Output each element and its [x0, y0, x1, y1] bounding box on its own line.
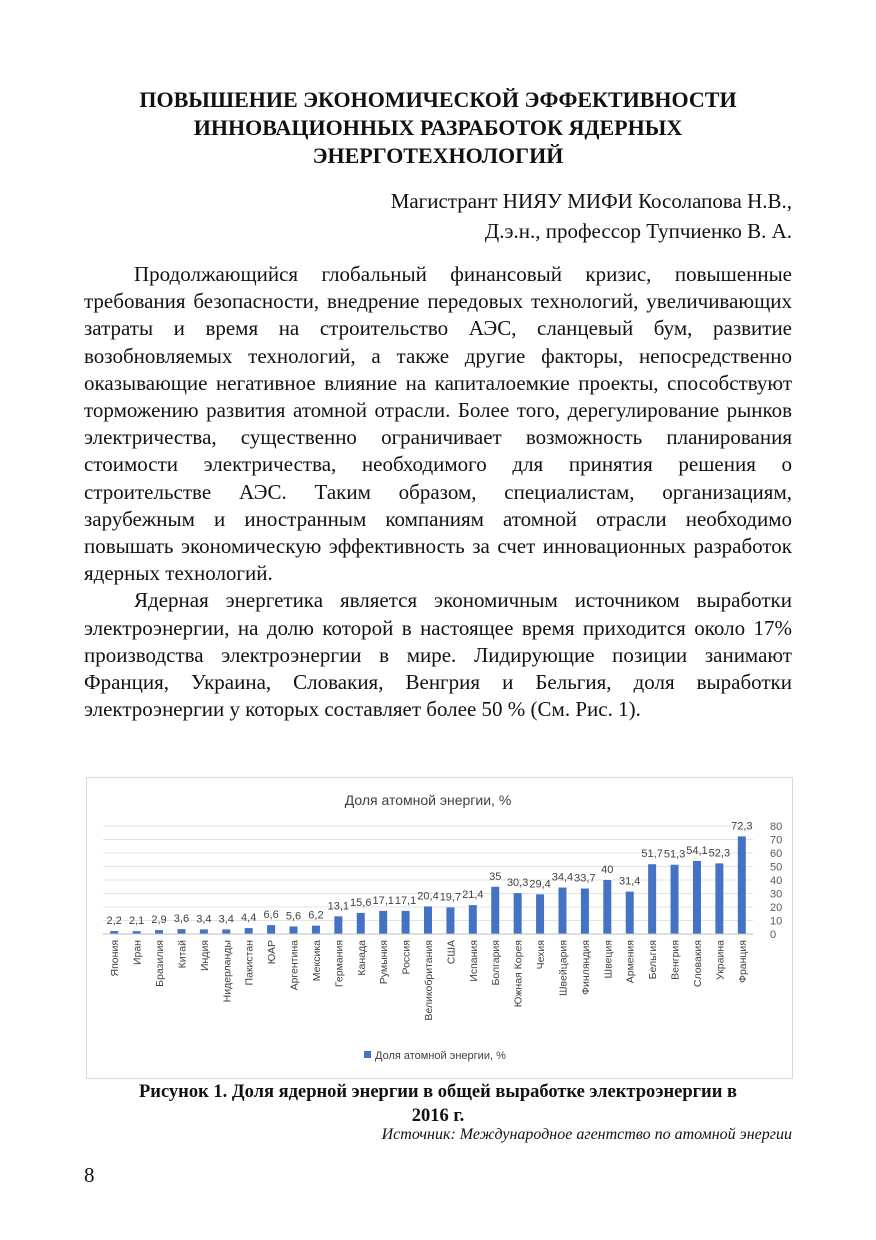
bar	[245, 928, 253, 934]
bar	[469, 905, 477, 934]
bar-chart	[87, 778, 792, 1078]
data-label: 31,4	[619, 875, 641, 888]
y-tick-label: 70	[770, 834, 783, 847]
data-label: 52,3	[708, 847, 731, 860]
data-label: 34,4	[551, 871, 574, 884]
x-tick-label: Германия	[333, 940, 346, 988]
bar	[379, 911, 387, 934]
data-label: 17,1	[394, 894, 417, 907]
data-label: 15,6	[350, 896, 372, 909]
bar	[424, 906, 432, 934]
bar	[536, 894, 544, 934]
x-tick-label: Китай	[176, 940, 189, 969]
article-title	[80, 86, 796, 170]
data-label: 17,1	[372, 894, 394, 907]
x-tick-label: Франция	[736, 940, 749, 984]
x-tick-label: Испания	[467, 940, 480, 982]
bar	[626, 892, 634, 934]
data-label: 5,6	[285, 910, 302, 923]
data-label: 2,1	[128, 915, 145, 928]
data-label: 3,4	[196, 913, 212, 926]
y-tick-label: 10	[770, 915, 783, 928]
y-tick-label: 50	[770, 861, 783, 874]
x-tick-label: Мексика	[310, 940, 323, 982]
caption-line-2: 2016 г.	[411, 1106, 465, 1126]
bar	[267, 925, 275, 934]
x-tick-label: ЮАР	[266, 940, 279, 965]
x-tick-label: США	[445, 940, 458, 965]
y-tick-label: 60	[770, 848, 783, 860]
x-tick-label: Венгрия	[669, 940, 682, 980]
data-label: 51,3	[663, 848, 686, 861]
bar	[558, 888, 566, 934]
data-label: 20,4	[417, 890, 439, 903]
x-tick-label: Нидерланды	[221, 940, 234, 1003]
y-tick-label: 40	[770, 875, 783, 887]
y-tick-label: 80	[770, 821, 783, 833]
author-line-2: Д.э.н., профессор Тупчиенко В. А.	[484, 219, 792, 243]
data-label: 33,7	[574, 872, 596, 885]
bar	[514, 893, 522, 934]
authors	[391, 186, 792, 246]
bar	[581, 889, 589, 934]
chart-title: Доля атомной энергии, %	[344, 792, 512, 808]
bar	[671, 865, 679, 934]
figure-caption	[84, 1080, 792, 1128]
bar	[715, 863, 723, 934]
bar	[603, 880, 611, 934]
data-label: 2,2	[106, 915, 122, 928]
figure-source: Источник: Международное агентство по атомной энергии	[381, 1126, 792, 1143]
bar	[693, 861, 701, 934]
bar	[446, 907, 454, 934]
x-tick-label: Индия	[198, 940, 211, 972]
x-tick-label: Болгария	[490, 940, 503, 986]
x-tick-label: Япония	[109, 940, 122, 977]
x-tick-label: Финляндия	[579, 940, 592, 995]
caption-line-1: Рисунок 1. Доля ядерной энергии в общей выработке электроэнергии в	[139, 1082, 737, 1102]
x-tick-label: Швеция	[602, 940, 615, 979]
x-tick-label: Иран	[131, 940, 144, 966]
x-tick-label: Канада	[355, 940, 368, 976]
bar	[491, 887, 499, 934]
bar	[222, 929, 230, 934]
data-label: 51,7	[641, 848, 663, 861]
data-label: 54,1	[686, 844, 708, 857]
author-line-1: Магистрант НИЯУ МИФИ Косолапова Н.В.,	[390, 189, 792, 213]
bar	[155, 930, 163, 934]
data-label: 6,6	[263, 909, 279, 922]
bar	[312, 926, 320, 934]
x-tick-label: Украина	[714, 940, 727, 980]
legend-label: Доля атомной энергии, %	[375, 1050, 506, 1062]
data-label: 19,7	[439, 891, 462, 904]
x-tick-label: Великобритания	[423, 940, 435, 1021]
bar	[334, 916, 342, 934]
bar	[200, 929, 208, 934]
x-tick-label: Румыния	[378, 940, 391, 985]
paragraph-2: Ядерная энергетика является экономичным источником выработки электроэнергии, на долю которой в настоящее время приходится около 17% производства электроэнергии в мире. Лидирующие позиции занимают Франция, Украина, Словакия, Венгрия и Бельгия, доля выработки электроэнергии у которых составляет более 50 % (См. Рис. 1).	[84, 588, 792, 722]
bar	[738, 836, 746, 934]
bar	[402, 911, 410, 934]
bar	[357, 913, 365, 934]
x-tick-label: Армения	[624, 940, 637, 984]
x-tick-label: Аргентина	[288, 940, 301, 991]
x-tick-label: Бразилия	[154, 940, 167, 987]
data-label: 35	[489, 870, 502, 883]
x-tick-label: Пакистан	[243, 940, 256, 986]
data-label: 2,9	[151, 914, 167, 927]
data-label: 13,1	[327, 900, 350, 913]
data-label: 21,4	[462, 889, 484, 902]
x-tick-label: Чехия	[535, 940, 548, 970]
article-body	[84, 261, 792, 723]
chart-container	[86, 777, 793, 1079]
x-tick-label: Россия	[400, 940, 413, 975]
title-line-3: ЭНЕРГОТЕХНОЛОГИЙ	[312, 143, 564, 168]
data-label: 3,4	[218, 913, 234, 926]
paragraph-1: Продолжающийся глобальный финансовый кризис, повышенные требования безопасности, внедрение передовых технологий, увеличивающих затраты и время на строительство АЭС, сланцевый бум, развитие возобновляемых технологий, а также другие факторы, непосредственно оказывающие негативное влияние на капиталоемкие проекты, способствуют торможению развития атомной отрасли. Более того, дерегулирование рынков электричества, существенно ограничивает возможность планирования стоимости электричества, необходимого для принятия решения о строительстве АЭС. Таким образом, специалистам, организациям, зарубежным и иностранным компаниям атомной отрасли необходимо повышать экономическую эффективность за счет инновационных разработок ядерных технологий.	[84, 262, 792, 586]
title-line-2: ИННОВАЦИОННЫХ РАЗРАБОТОК ЯДЕРНЫХ	[193, 115, 683, 140]
x-tick-label: Словакия	[691, 940, 704, 988]
y-tick-label: 30	[770, 888, 783, 901]
data-label: 30,3	[506, 877, 529, 890]
data-label: 4,4	[241, 912, 257, 925]
x-tick-label: Швейцария	[557, 940, 570, 997]
data-label: 3,6	[173, 913, 190, 926]
title-line-1: ПОВЫШЕНИЕ ЭКОНОМИЧЕСКОЙ ЭФФЕКТИВНОСТИ	[139, 87, 737, 112]
data-label: 40	[601, 864, 614, 876]
x-tick-label: Южная Корея	[512, 940, 525, 1008]
y-tick-label: 0	[770, 929, 777, 941]
data-label: 72,3	[731, 820, 753, 833]
page-number: 8	[84, 1163, 95, 1187]
data-label: 29,4	[529, 878, 551, 891]
bar	[290, 926, 298, 934]
bar	[177, 929, 185, 934]
x-tick-label: Бельгия	[647, 940, 660, 980]
data-label: 6,2	[308, 909, 324, 922]
y-tick-label: 20	[770, 902, 783, 914]
bar	[648, 864, 656, 934]
legend-swatch	[364, 1051, 371, 1058]
